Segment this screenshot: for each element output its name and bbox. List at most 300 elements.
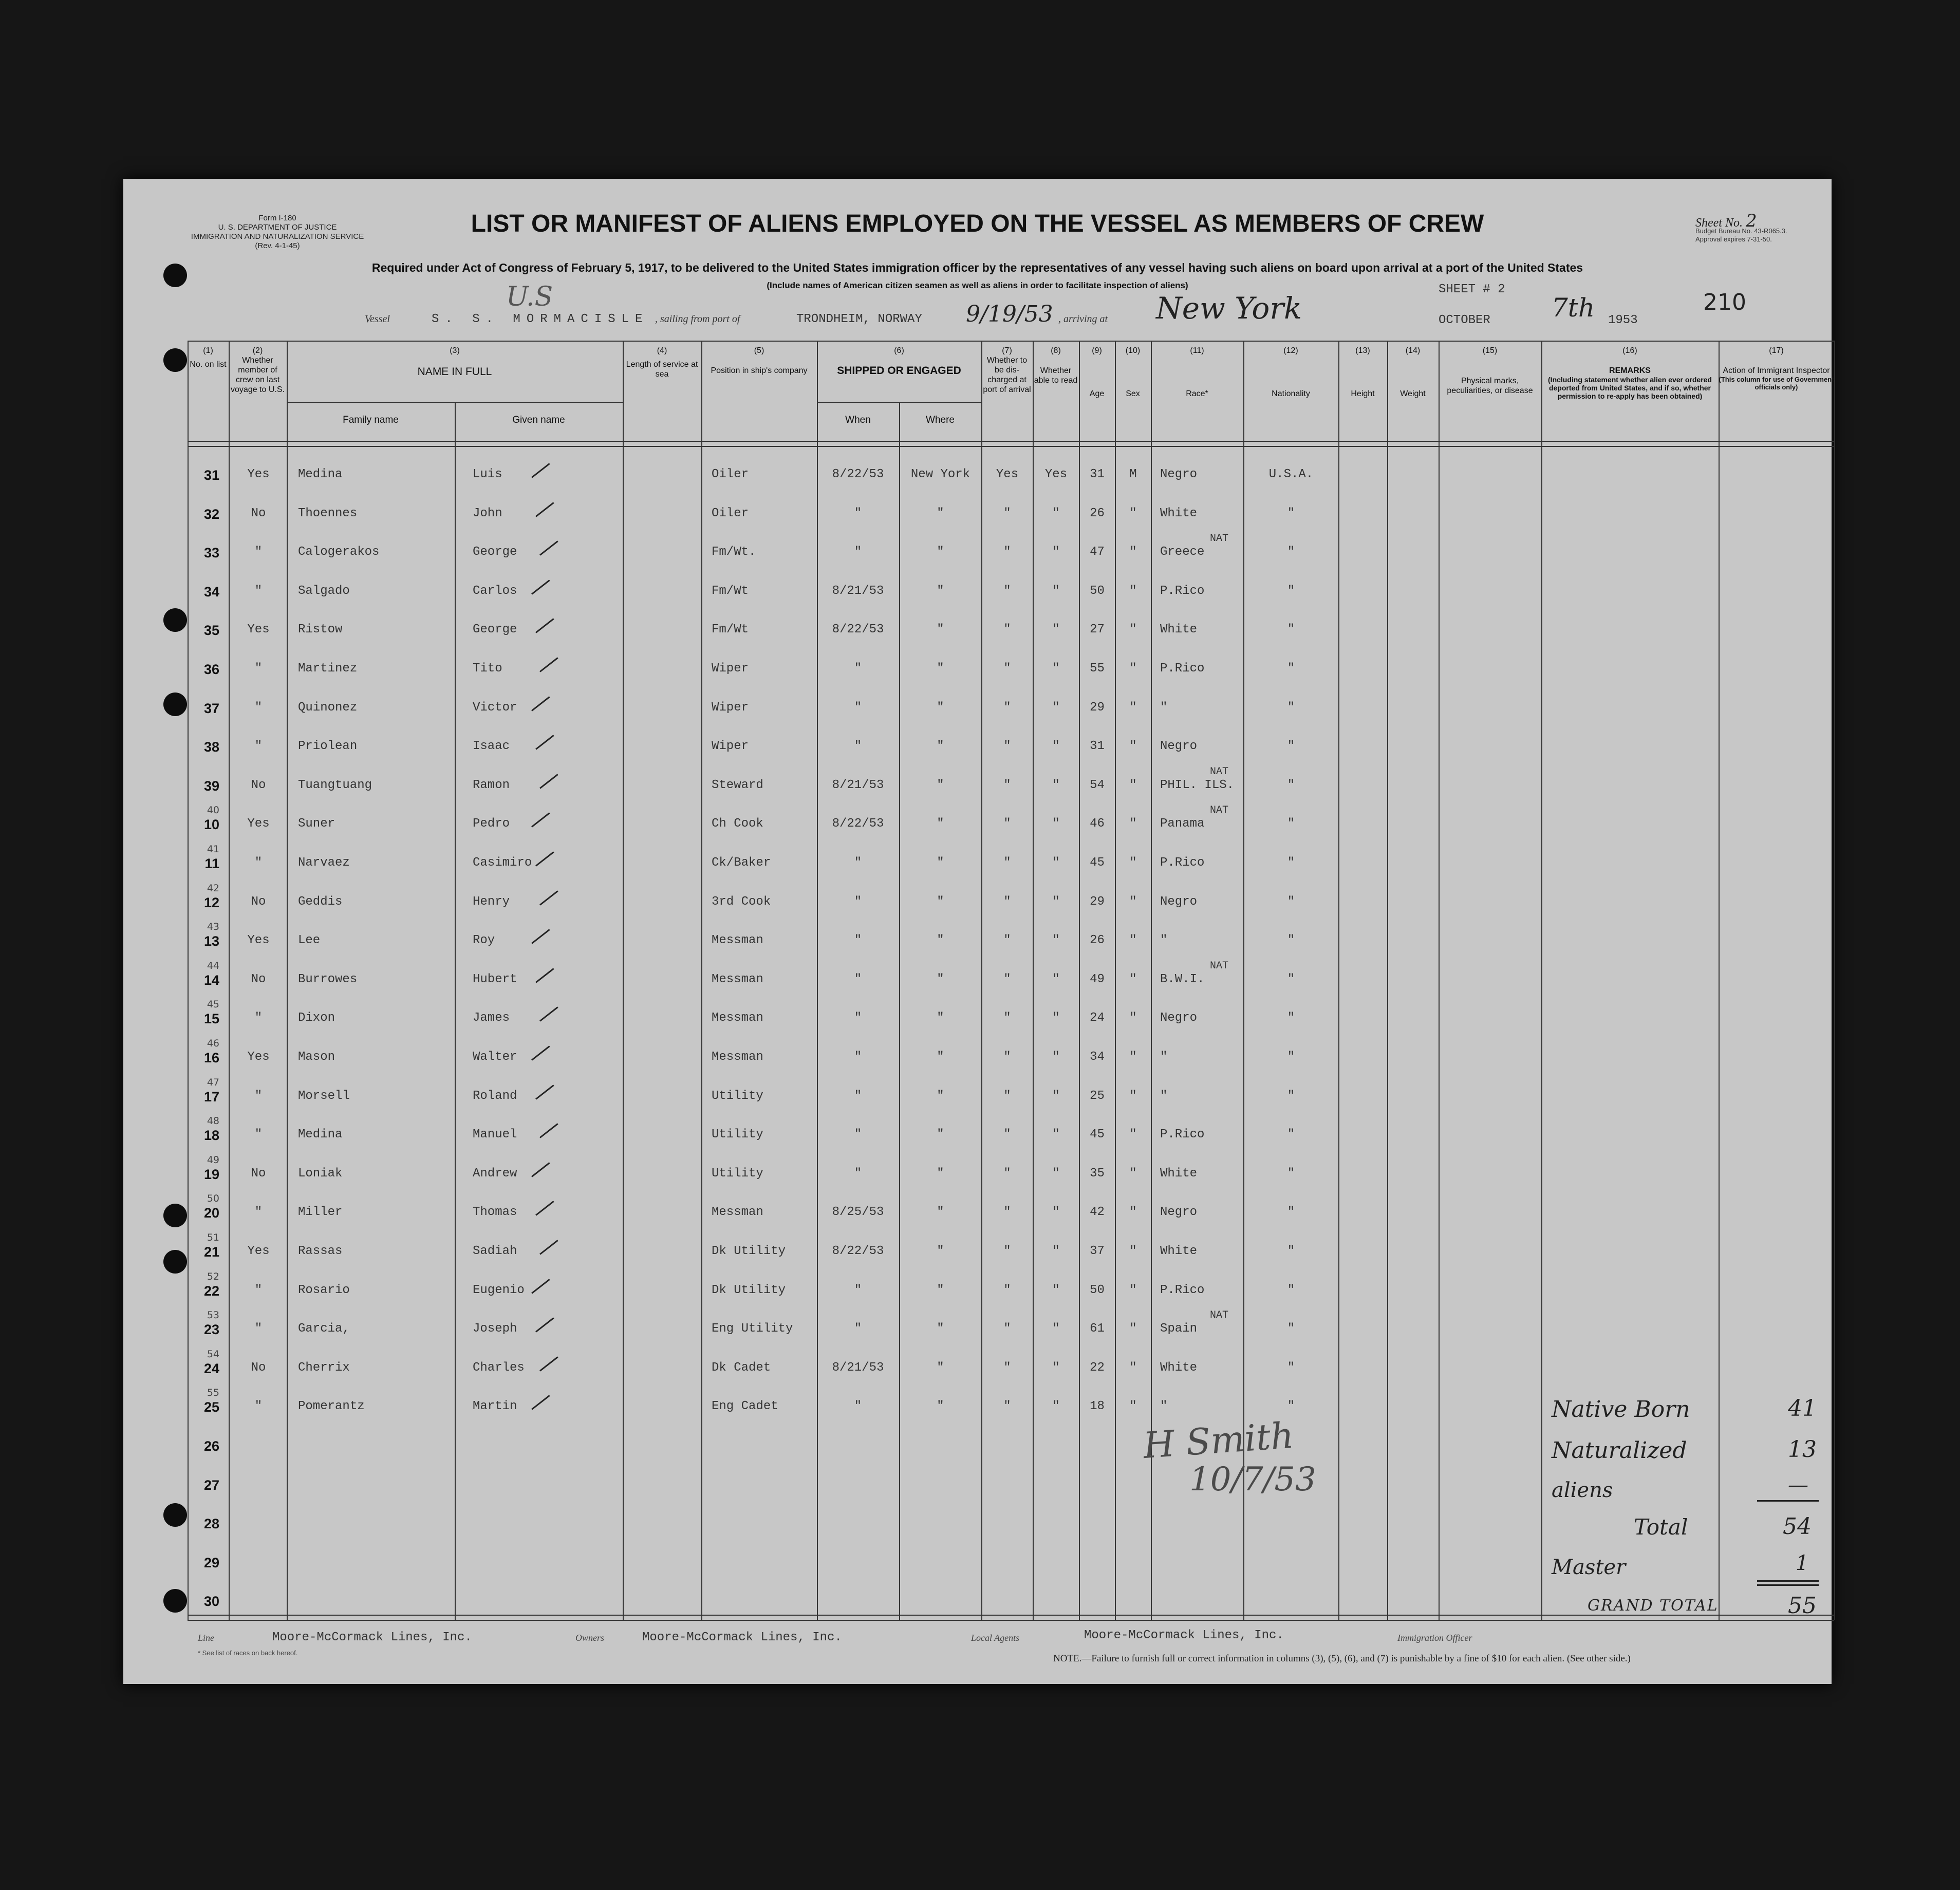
cell-discharged: "	[1003, 662, 1011, 676]
race-note: NAT	[1210, 960, 1229, 972]
cell-read: "	[1052, 545, 1060, 559]
cell-when: 8/22/53	[832, 817, 884, 831]
cell-family: Calogerakos	[298, 545, 380, 559]
table-row	[188, 844, 1834, 889]
row-number: 29	[203, 1555, 219, 1570]
summary-rule	[1757, 1584, 1819, 1586]
cell-family: Priolean	[298, 739, 358, 754]
col-header-15	[1439, 346, 1541, 396]
cell-discharged: "	[1003, 739, 1011, 754]
row-number: 20	[203, 1205, 219, 1221]
table-row	[188, 1510, 1834, 1549]
form-line: (Rev. 4-1-45)	[255, 241, 300, 250]
cell-nationality: "	[1287, 972, 1295, 986]
cell-where: "	[937, 1360, 944, 1375]
cell-family: Burrowes	[298, 972, 358, 986]
cell-given: Luis	[473, 467, 502, 481]
cell-when: "	[854, 506, 862, 520]
col-num: (6)	[894, 346, 904, 355]
punch-hole	[163, 1250, 187, 1274]
cell-discharged: "	[1003, 778, 1011, 792]
cell-when: "	[854, 1011, 862, 1025]
sheet-label: Sheet No.	[1695, 216, 1743, 230]
cell-read: "	[1052, 933, 1060, 948]
cell-nationality: "	[1287, 700, 1295, 715]
cell-family: Miller	[298, 1205, 343, 1220]
cell-where: "	[937, 1322, 944, 1336]
cell-position: 3rd Cook	[712, 894, 771, 909]
cell-when: 8/22/53	[832, 467, 884, 481]
cell-family: Cherrix	[298, 1360, 350, 1375]
cell-prev: No	[251, 506, 266, 520]
race-note: NAT	[1210, 765, 1229, 778]
cell-position: Dk Utility	[712, 1244, 786, 1258]
cell-sex: "	[1129, 1399, 1137, 1414]
sheet-value: 2	[1745, 211, 1757, 231]
summary-label: aliens	[1552, 1479, 1613, 1502]
cell-read: "	[1052, 700, 1060, 715]
sailing-port: TRONDHEIM, NORWAY	[796, 312, 922, 326]
col-header-3	[287, 346, 623, 377]
col-note: (This column for use of Government officials only)	[1719, 376, 1834, 391]
cell-where: "	[937, 700, 944, 715]
cell-where: "	[937, 1011, 944, 1025]
row-number: 24	[203, 1360, 219, 1376]
col-label: Sex	[1126, 389, 1140, 398]
col-header-given: Given name	[512, 415, 565, 425]
row-number: 13	[203, 933, 219, 949]
cell-read: "	[1052, 894, 1060, 909]
col-label: Length of service at sea	[626, 360, 698, 379]
cell-sex: "	[1129, 856, 1137, 870]
cell-when: 8/25/53	[832, 1205, 884, 1220]
form-line: IMMIGRATION AND NATURALIZATION SERVICE	[191, 232, 364, 241]
cell-position: Fm/Wt.	[712, 545, 756, 559]
table-row	[188, 804, 1834, 850]
cell-discharged: "	[1003, 1360, 1011, 1375]
cell-race: "	[1160, 1399, 1168, 1414]
cell-prev: Yes	[247, 467, 270, 481]
cell-family: Garcia,	[298, 1322, 350, 1336]
cell-position: Eng Cadet	[712, 1399, 778, 1414]
cell-where: "	[937, 972, 944, 986]
col-header-10	[1115, 346, 1151, 399]
col-num: (17)	[1769, 346, 1784, 355]
cell-read: "	[1052, 1322, 1060, 1336]
form-line: U. S. DEPARTMENT OF JUSTICE	[218, 223, 337, 232]
cell-when: 8/22/53	[832, 1244, 884, 1258]
cell-prev: "	[254, 1399, 263, 1414]
cell-sex: "	[1129, 623, 1137, 637]
col-label: SHIPPED OR ENGAGED	[837, 365, 961, 377]
col-header-12	[1243, 346, 1338, 399]
cell-given: Sadiah	[473, 1244, 517, 1258]
cell-family: Geddis	[298, 894, 343, 909]
cell-family: Morsell	[298, 1089, 350, 1103]
cell-race: Negro	[1160, 1205, 1198, 1220]
cell-where: New York	[910, 467, 970, 481]
row-number: 22	[203, 1283, 219, 1299]
cell-prev: No	[251, 972, 266, 986]
cell-nationality: U.S.A.	[1268, 467, 1314, 481]
table-row	[188, 1154, 1834, 1200]
summary-value: 1	[1796, 1551, 1809, 1575]
cell-race: P.Rico	[1160, 1128, 1205, 1142]
cell-discharged: Yes	[996, 467, 1019, 481]
arriving-port: New York	[1156, 291, 1302, 326]
row-number: 27	[203, 1477, 219, 1493]
cell-family: Loniak	[298, 1166, 343, 1181]
cell-where: "	[937, 933, 944, 948]
col-label: Age	[1089, 389, 1105, 398]
cell-given: Eugenio	[473, 1283, 525, 1297]
cell-age: 46	[1090, 817, 1105, 831]
row-number: 31	[203, 467, 219, 483]
cell-prev: Yes	[247, 933, 270, 948]
footer-line-value: Moore-McCormack Lines, Inc.	[272, 1631, 472, 1644]
cell-given: Pedro	[473, 817, 510, 831]
cell-position: Messman	[712, 1050, 763, 1064]
cell-discharged: "	[1003, 1089, 1011, 1103]
cell-nationality: "	[1287, 506, 1295, 520]
cell-when: "	[854, 545, 862, 559]
signature-date: 10/7/53	[1189, 1461, 1316, 1499]
cell-race: Negro	[1160, 467, 1198, 481]
cell-sex: "	[1129, 1050, 1137, 1064]
col-label: Position in ship's company	[711, 366, 808, 375]
table-row	[188, 656, 1834, 695]
table-row	[188, 1270, 1834, 1316]
cell-read: "	[1052, 739, 1060, 754]
col-header-16	[1541, 346, 1719, 400]
cell-age: 61	[1090, 1322, 1105, 1336]
punch-hole	[163, 693, 187, 716]
row-number: 28	[203, 1516, 219, 1532]
sheet-typed: SHEET # 2	[1439, 283, 1505, 296]
table-row	[188, 765, 1834, 811]
cell-position: Utility	[712, 1128, 763, 1142]
table-row	[188, 578, 1834, 617]
cell-age: 45	[1090, 856, 1105, 870]
cell-discharged: "	[1003, 1011, 1011, 1025]
cell-age: 31	[1090, 739, 1105, 754]
col-label: Physical marks, peculiarities, or disease	[1447, 377, 1533, 395]
manifest-page	[123, 179, 1832, 1684]
cell-family: Rosario	[298, 1283, 350, 1297]
budget-line: Budget Bureau No. 43-R065.3.	[1695, 227, 1787, 235]
cell-read: "	[1052, 972, 1060, 986]
row-old-number: 54	[207, 1348, 219, 1360]
cell-where: "	[937, 739, 944, 754]
cell-position: Dk Cadet	[712, 1360, 771, 1375]
cell-position: Oiler	[712, 506, 749, 520]
cell-read: "	[1052, 623, 1060, 637]
summary-value: 54	[1783, 1513, 1812, 1540]
cell-given: George	[473, 623, 517, 637]
cell-where: "	[937, 1205, 944, 1220]
row-number: 33	[203, 545, 219, 561]
cell-race: Negro	[1160, 894, 1198, 909]
table-row	[188, 1309, 1834, 1355]
cell-family: Thoennes	[298, 506, 358, 520]
cell-sex: "	[1129, 972, 1137, 986]
cell-race: Panama	[1160, 817, 1205, 831]
cell-race: White	[1160, 1360, 1198, 1375]
cell-prev: "	[254, 1011, 263, 1025]
cell-when: "	[854, 856, 862, 870]
cell-discharged: "	[1003, 1322, 1011, 1336]
cell-prev: "	[254, 1205, 263, 1220]
cell-position: Dk Utility	[712, 1283, 786, 1297]
punch-hole	[163, 1204, 187, 1227]
cell-nationality: "	[1287, 1283, 1295, 1297]
cell-given: John	[473, 506, 502, 520]
cell-where: "	[937, 662, 944, 676]
row-number: 26	[203, 1438, 219, 1454]
summary-label: Total	[1634, 1514, 1688, 1540]
row-number: 21	[203, 1244, 219, 1260]
cell-where: "	[937, 817, 944, 831]
cell-position: Messman	[712, 1205, 763, 1220]
col-num: (8)	[1051, 346, 1061, 355]
cell-given: Andrew	[473, 1166, 517, 1181]
summary-rule	[1757, 1500, 1819, 1502]
cell-read: "	[1052, 1128, 1060, 1142]
cell-read: "	[1052, 584, 1060, 598]
cell-sex: "	[1129, 817, 1137, 831]
cell-read: "	[1052, 1166, 1060, 1181]
cell-prev: "	[254, 700, 263, 715]
cell-position: Fm/Wt	[712, 584, 749, 598]
cell-nationality: "	[1287, 1244, 1295, 1258]
summary-value: —	[1788, 1473, 1808, 1497]
cell-race: P.Rico	[1160, 662, 1205, 676]
summary-value: 55	[1788, 1593, 1817, 1619]
row-number: 19	[203, 1166, 219, 1182]
cell-race: White	[1160, 506, 1198, 520]
row-number: 36	[203, 662, 219, 677]
footer-owners-label: Owners	[575, 1633, 605, 1643]
cell-age: 49	[1090, 972, 1105, 986]
cell-prev: "	[254, 662, 263, 676]
vessel-note: U.S	[506, 282, 553, 312]
cell-age: 26	[1090, 506, 1105, 520]
cell-family: Narvaez	[298, 856, 350, 870]
cell-family: Medina	[298, 1128, 343, 1142]
cell-sex: "	[1129, 1166, 1137, 1181]
col-header-7	[981, 346, 1033, 395]
cell-where: "	[937, 1050, 944, 1064]
cell-prev: "	[254, 856, 263, 870]
cell-prev: No	[251, 894, 266, 909]
cell-age: 42	[1090, 1205, 1105, 1220]
cell-given: Manuel	[473, 1128, 517, 1142]
table-row	[188, 960, 1834, 1005]
table-row	[188, 533, 1834, 578]
col-header-17	[1719, 346, 1834, 391]
cell-discharged: "	[1003, 1399, 1011, 1414]
col-label: Whether to be dis-charged at port of arrival	[983, 356, 1031, 394]
col-num: (5)	[754, 346, 764, 355]
cell-prev: Yes	[247, 817, 270, 831]
row-number: 10	[203, 817, 219, 833]
cell-sex: "	[1129, 1128, 1137, 1142]
cell-when: 8/22/53	[832, 623, 884, 637]
table-row	[188, 999, 1834, 1044]
cell-position: Messman	[712, 1011, 763, 1025]
table-row	[188, 695, 1834, 734]
footer-note: NOTE.—Failure to furnish full or correct information in columns (3), (5), (6), and (7) is punishable by a fine of $10 for each alien. (See other side.)	[1053, 1653, 1631, 1664]
cell-read: "	[1052, 1050, 1060, 1064]
col-label: NAME IN FULL	[417, 366, 492, 378]
cell-prev: Yes	[247, 1244, 270, 1258]
cell-nationality: "	[1287, 894, 1295, 909]
cell-family: Ristow	[298, 623, 343, 637]
cell-nationality: "	[1287, 584, 1295, 598]
summary-label: Master	[1552, 1556, 1626, 1579]
cell-read: "	[1052, 778, 1060, 792]
cell-read: "	[1052, 1360, 1060, 1375]
cell-where: "	[937, 545, 944, 559]
row-number: 32	[203, 506, 219, 522]
cell-family: Dixon	[298, 1011, 335, 1025]
row-number: 25	[203, 1399, 219, 1415]
cell-race: P.Rico	[1160, 856, 1205, 870]
cell-discharged: "	[1003, 623, 1011, 637]
col-header-where: Where	[926, 415, 955, 425]
row-old-number: 45	[207, 999, 219, 1011]
cell-given: Tito	[473, 662, 502, 676]
include-note: (Include names of American citizen seamen as well as aliens in order to facilitate inspection of aliens)	[767, 280, 1188, 290]
cell-where: "	[937, 506, 944, 520]
footer-agents-label: Local Agents	[971, 1633, 1020, 1643]
cell-race: "	[1160, 933, 1168, 948]
col-num: (10)	[1125, 346, 1141, 355]
cell-sex: "	[1129, 1322, 1137, 1336]
cell-discharged: "	[1003, 506, 1011, 520]
cell-read: "	[1052, 1244, 1060, 1258]
cell-nationality: "	[1287, 1089, 1295, 1103]
vessel-label: Vessel	[365, 313, 390, 325]
row-old-number: 52	[207, 1270, 219, 1282]
cell-when: "	[854, 1166, 862, 1181]
cell-position: Wiper	[712, 700, 749, 715]
cell-when: "	[854, 662, 862, 676]
cell-where: "	[937, 584, 944, 598]
col-num: (11)	[1190, 346, 1204, 355]
cell-where: "	[937, 1089, 944, 1103]
cell-position: Eng Utility	[712, 1322, 793, 1336]
cell-where: "	[937, 623, 944, 637]
col-note: (Including statement whether alien ever ordered deported from United States, and if so, whether permission to re-apply has been obtained)	[1548, 376, 1712, 400]
arrival-year: 1953	[1608, 313, 1638, 327]
cell-nationality: "	[1287, 1050, 1295, 1064]
cell-age: 29	[1090, 894, 1105, 909]
cell-prev: No	[251, 778, 266, 792]
cell-position: Oiler	[712, 467, 749, 481]
col-label: Height	[1351, 389, 1375, 398]
footer-agents-value: Moore-McCormack Lines, Inc.	[1084, 1629, 1284, 1642]
cell-sex: "	[1129, 1283, 1137, 1297]
cell-nationality: "	[1287, 1322, 1295, 1336]
cell-prev: "	[254, 584, 263, 598]
table-row	[188, 882, 1834, 928]
footer-officer-label: Immigration Officer	[1397, 1633, 1472, 1643]
row-number: 37	[203, 700, 219, 716]
cell-age: 50	[1090, 584, 1105, 598]
col-header-13	[1338, 346, 1387, 399]
cell-family: Mason	[298, 1050, 335, 1064]
cell-nationality: "	[1287, 1360, 1295, 1375]
row-old-number: 50	[207, 1193, 219, 1205]
col-num: (2)	[252, 346, 263, 355]
cell-discharged: "	[1003, 1050, 1011, 1064]
cell-when: "	[854, 894, 862, 909]
cell-discharged: "	[1003, 972, 1011, 986]
row-number: 16	[203, 1050, 219, 1065]
row-old-number: 47	[207, 1076, 219, 1088]
cell-nationality: "	[1287, 1205, 1295, 1220]
cell-sex: "	[1129, 662, 1137, 676]
cell-sex: "	[1129, 1244, 1137, 1258]
race-note: NAT	[1210, 533, 1229, 545]
col-num: (3)	[450, 346, 460, 355]
row-old-number: 43	[207, 921, 219, 933]
cell-discharged: "	[1003, 1283, 1011, 1297]
cell-read: "	[1052, 1089, 1060, 1103]
cell-position: Wiper	[712, 662, 749, 676]
punch-hole	[163, 1503, 187, 1527]
cell-nationality: "	[1287, 1011, 1295, 1025]
col-num: (16)	[1622, 346, 1637, 355]
cell-when: 8/21/53	[832, 584, 884, 598]
cell-given: Isaac	[473, 739, 510, 754]
row-old-number: 41	[207, 844, 219, 855]
cell-read: Yes	[1044, 467, 1068, 481]
cell-when: "	[854, 933, 862, 948]
budget-bureau	[1695, 227, 1819, 244]
cell-race: White	[1160, 623, 1198, 637]
cell-race: White	[1160, 1166, 1198, 1181]
cell-sex: "	[1129, 894, 1137, 909]
cell-prev: Yes	[247, 623, 270, 637]
cell-read: "	[1052, 1399, 1060, 1414]
arriving-label: , arriving at	[1058, 313, 1108, 325]
col-header-8	[1033, 346, 1079, 385]
table-row	[188, 733, 1834, 772]
cell-discharged: "	[1003, 894, 1011, 909]
cell-age: 24	[1090, 1011, 1105, 1025]
footer-races-note: * See list of races on back hereof.	[198, 1649, 298, 1657]
cell-prev: "	[254, 1322, 263, 1336]
cell-position: Utility	[712, 1166, 763, 1181]
cell-family: Martinez	[298, 662, 358, 676]
cell-family: Lee	[298, 933, 321, 948]
col-num: (15)	[1482, 346, 1498, 355]
document-title: LIST OR MANIFEST OF ALIENS EMPLOYED ON THE VESSEL AS MEMBERS OF CREW	[471, 210, 1484, 237]
cell-prev: "	[254, 1283, 263, 1297]
row-old-number: 49	[207, 1154, 219, 1166]
cell-position: Ck/Baker	[712, 856, 771, 870]
col-num: (4)	[657, 346, 667, 355]
cell-race: "	[1160, 1089, 1168, 1103]
cell-when: 8/21/53	[832, 778, 884, 792]
cell-nationality: "	[1287, 545, 1295, 559]
summary-rule	[1757, 1580, 1819, 1582]
row-old-number: 55	[207, 1387, 219, 1399]
cell-nationality: "	[1287, 933, 1295, 948]
cell-when: "	[854, 1089, 862, 1103]
